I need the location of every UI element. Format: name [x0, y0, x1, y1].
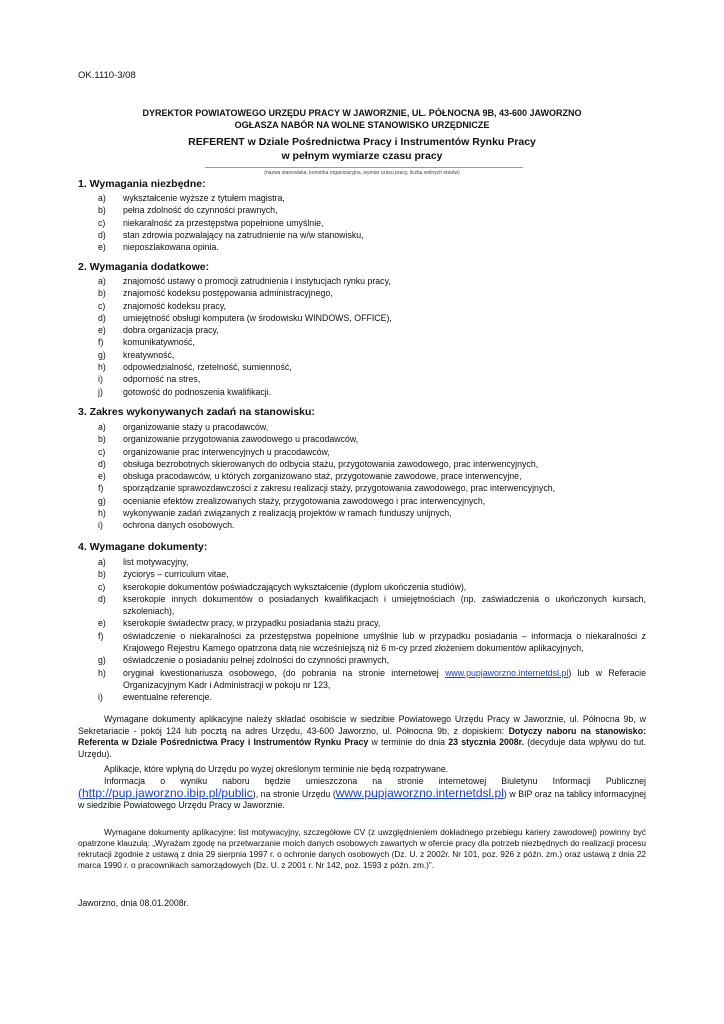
- list-item: b) pełna zdolność do czynności prawnych,: [98, 205, 278, 216]
- list-item: b) organizowanie przygotowania zawodowego u pracodawców,: [98, 434, 359, 445]
- list-item: h) odpowiedzialność, rzetelność, sumienność,: [98, 362, 292, 373]
- list-item: a) wykształcenie wyższe z tytułem magistra,: [98, 193, 285, 203]
- submission-paragraph: Wymagane dokumenty aplikacyjne należy składać osobiście w siedzibie Powiatowego Urzędu Pracy w Jaworznie, ul. Północna 9b, w Sekretariacie - pokój 124 lub pocztą na adres Urzędu, 43-600 Jaworzno, ul. Północna 9b, z dopiskiem: Dotyczy naboru na stanowisko: Referenta w Dziale Pośrednictwa Pracy i Instrumentów Rynku Pracy w terminie do dnia 23 stycznia 2008r. (decyduje data wpływu do tut. Urzędu).: [78, 714, 647, 759]
- office-website-link[interactable]: www.pupjaworzno.internetdsl.pl: [335, 785, 504, 800]
- list-item: i) odporność na stres,: [98, 374, 201, 385]
- section-1-list: [98, 192, 646, 253]
- list-item: e) kserokopie świadectw pracy, w przypadku posiadania stażu pracy,: [98, 618, 381, 629]
- section-4-list: [98, 556, 646, 704]
- list-item: a) organizowanie staży u pracodawców,: [98, 422, 269, 432]
- list-item: b) życiorys – curriculum vitae,: [98, 569, 229, 580]
- list-item: c) organizowanie prac interwencyjnych u pracodawców,: [98, 446, 330, 457]
- section-4-title: 4. Wymagane dokumenty:: [78, 541, 208, 553]
- section-1-title: 1. Wymagania niezbędne:: [78, 178, 206, 190]
- late-applications-note: Aplikacje, które wpłyną do Urzędu po wyżej określonym terminie nie będą rozpatrywane.: [104, 764, 449, 774]
- list-item: i) ewentualne referencje.: [98, 692, 213, 703]
- list-item: a) znajomość ustawy o promocji zatrudnienia i instytucjach rynku pracy,: [98, 276, 391, 286]
- list-item: i) ochrona danych osobowych.: [98, 520, 235, 531]
- results-info-paragraph: Informacja o wyniku naboru będzie umieszczona na stronie internetowej Biuletynu Informacji Publicznej (http://pup.jaworzno.ibip.pl/public), na stronie Urzędu (www.pupjaworzno.internetdsl.pl) w BIP oraz na tablicy informacyjnej w siedzibie Powiatowego Urzędu Pracy w Jaworznie.: [78, 776, 646, 810]
- list-item: e) dobra organizacja pracy,: [98, 325, 219, 336]
- bip-link[interactable]: (http://pup.jaworzno.ibip.pl/public: [78, 785, 253, 800]
- header-line-1: DYREKTOR POWIATOWEGO URZĘDU PRACY W JAWORZNIE, UL. PÓŁNOCNA 9B, 43-600 JAWORZNO: [142, 108, 582, 118]
- list-item: f) oświadczenie o niekaralności za przestępstwa popełnione umyślnie lub w przypadku posiadania – informacja o niekaralności z Krajowego Rejestru Karnego opatrzona datą nie wcześniejszą niż 6 m-cy przed złożeniem dokumentów aplikacyjnych,: [98, 630, 646, 654]
- position-subtitle: w pełnym wymiarze czasu pracy: [281, 150, 443, 162]
- section-2-title: 2. Wymagania dodatkowe:: [78, 261, 210, 273]
- list-item: c) niekaralność za przestępstwa popełnione umyślnie,: [98, 217, 324, 228]
- list-item: a) list motywacyjny,: [98, 557, 189, 567]
- list-item: h) wykonywanie zadań związanych z realizacją projektów w ramach funduszy unijnych,: [98, 508, 452, 519]
- list-item: d) umiejętność obsługi komputera (w środowisku WINDOWS, OFFICE),: [98, 312, 392, 323]
- header-line-2: OGŁASZA NABÓR NA WOLNE STANOWISKO URZĘDNICZE: [234, 120, 490, 130]
- position-title: REFERENT w Dziale Pośrednictwa Pracy i Instrumentów Rynku Pracy: [188, 136, 536, 148]
- section-3-list: [98, 421, 646, 532]
- list-item: d) stan zdrowia pozwalający na zatrudnienie na w/w stanowisku,: [98, 229, 364, 240]
- list-item: d) obsługa bezrobotnych skierowanych do odbycia stażu, przygotowania zawodowego, prac interwencyjnych,: [98, 458, 539, 469]
- list-item: f) komunikatywność,: [98, 337, 195, 348]
- list-item: g) kreatywność,: [98, 349, 175, 360]
- list-item: e) obsługa pracodawców, u których zorganizowano staż, przygotowanie zawodowe, prace interwencyjne,: [98, 471, 522, 482]
- list-item: e) nieposzlakowana opinia.: [98, 242, 219, 253]
- list-item: b) znajomość kodeksu postępowania administracyjnego,: [98, 288, 333, 299]
- position-caption: (nazwa stanowiska, komórka organizacyjna, wymiar czasu pracy, liczba wolnych etatów): [264, 170, 460, 176]
- reference-number: OK.1110-3/08: [78, 70, 136, 81]
- caption-rule: [205, 167, 523, 168]
- list-item: f) sporządzanie sprawozdawczości z zakresu realizacji staży, przygotowania zawodowego, prac interwencyjnych,: [98, 483, 556, 494]
- list-item: h) oryginał kwestionariusza osobowego, (do pobrania na stronie internetowej www.pupjaworzno.internetdsl.pl) lub w Referacie Organizacyjnym Kadr i Administracji w pokoju nr 123,: [98, 667, 646, 690]
- website-link[interactable]: www.pupjaworzno.internetdsl.pl: [445, 667, 569, 678]
- data-consent-clause: Wymagane dokumenty aplikacyjne: list motywacyjny, szczegółowe CV (z uwzględnieniem dokładnego przebiegu kariery zawodowej) powinny być opatrzone klauzulą: „Wyrażam zgodę na przetwarzanie moich danych osobowych zawartych w ofercie pracy dla potrzeb niezbędnych do realizacji procesu rekrutacji zgodnie z ustawą z dnia 29 sierpnia 1997 r. o ochronie danych osobowych (Dz. U. z 2002r. Nr 101, poz. 926 z późn. zm.) oraz ustawą z dnia 22 marca 1990 r. o pracownikach samorządowych (Dz. U. z 2001 r. Nr 142, poz. 1593 z późn. zm.)”.: [78, 827, 646, 870]
- section-3-title: 3. Zakres wykonywanych zadań na stanowisku:: [78, 406, 315, 418]
- section-2-list: [98, 275, 646, 398]
- list-item: c) kserokopie dokumentów poświadczających wykształcenie (dyplom ukończenia studiów),: [98, 581, 467, 592]
- list-item: d) kserokopie innych dokumentów o posiadanych kwalifikacjach i umiejętnościach (np. zaświadczenia o ukończonych kursach, szkoleniach),: [98, 593, 646, 617]
- date-place: Jaworzno, dnia 08.01.2008r.: [78, 898, 189, 908]
- list-item: c) znajomość kodeksu pracy,: [98, 300, 227, 311]
- list-item: g) ocenianie efektów zrealizowanych staży, przygotowania zawodowego i prac interwencyjnych,: [98, 495, 486, 506]
- list-item: g) oświadczenie o posiadaniu pełnej zdolności do czynności prawnych,: [98, 655, 390, 666]
- list-item: j) gotowość do podnoszenia kwalifikacji.: [98, 386, 272, 397]
